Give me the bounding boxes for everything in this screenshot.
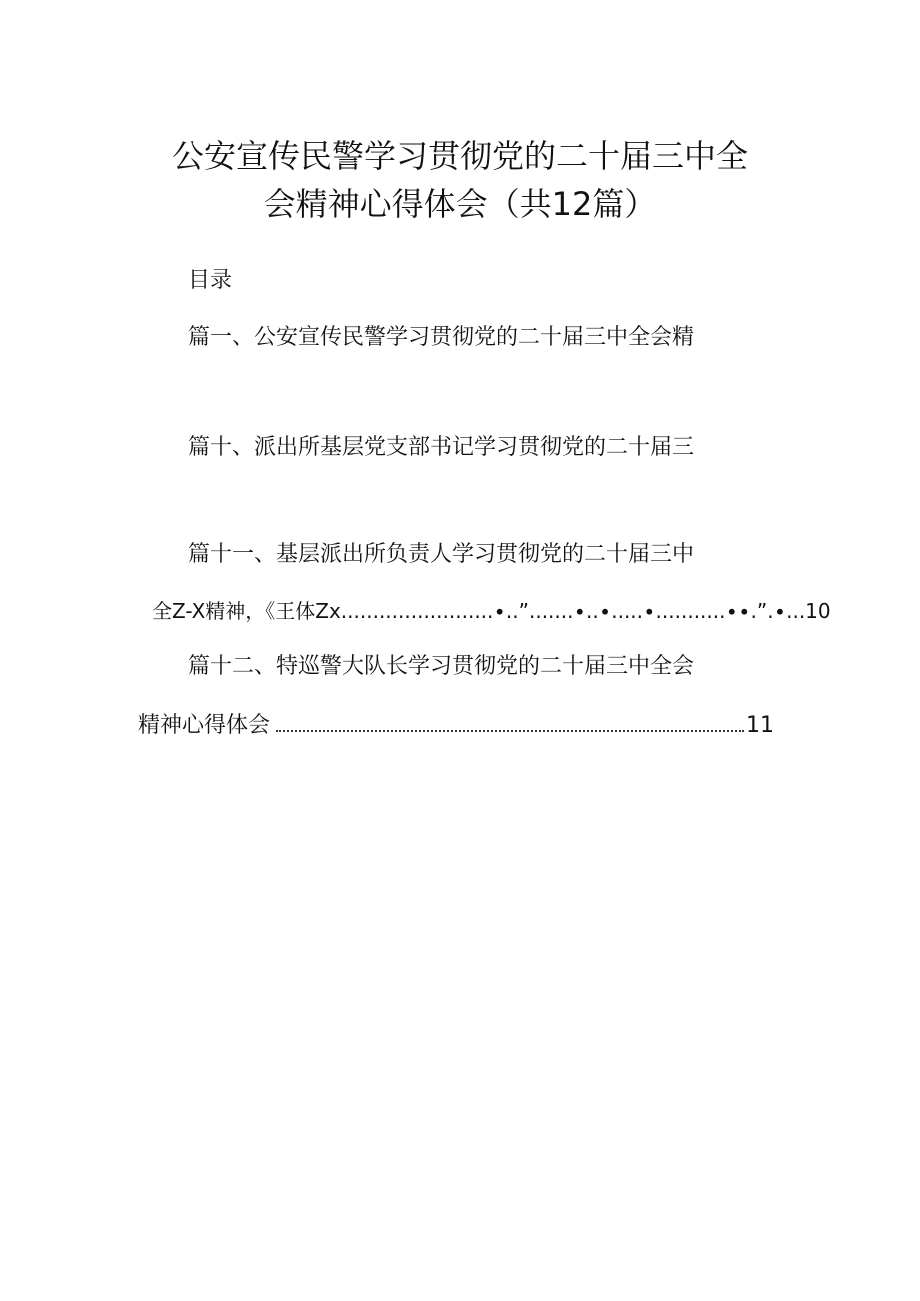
toc-heading: 目录 — [188, 268, 233, 293]
dot-leader — [276, 710, 744, 732]
document-title-line-2: 会精神心得体会（共12篇） — [263, 185, 657, 223]
toc-entry-11-line-1[interactable]: 篇十一、基层派出所负责人学习贯彻党的二十届三中 — [188, 542, 695, 567]
toc-entry-11-line-2[interactable]: 全Z-X精神，《王体Zx........................∙..”.......∙..∙.....∙...........∙∙.”.∙...10 — [152, 599, 831, 623]
toc-entry-1[interactable]: 篇一、公安宣传民警学习贯彻党的二十届三中全会精 — [188, 325, 695, 350]
toc-entry-12-page-number: 11 — [746, 713, 774, 738]
toc-entry-12-line-1[interactable]: 篇十二、特巡警大队长学习贯彻党的二十届三中全会 — [188, 654, 695, 679]
toc-entry-10[interactable]: 篇十、派出所基层党支部书记学习贯彻党的二十届三 — [188, 435, 695, 460]
toc-entry-12-line-2[interactable] — [138, 710, 774, 740]
toc-entry-12-text: 精神心得体会 — [138, 713, 271, 738]
document-title-line-1: 公安宣传民警学习贯彻党的二十届三中全 — [171, 137, 748, 175]
